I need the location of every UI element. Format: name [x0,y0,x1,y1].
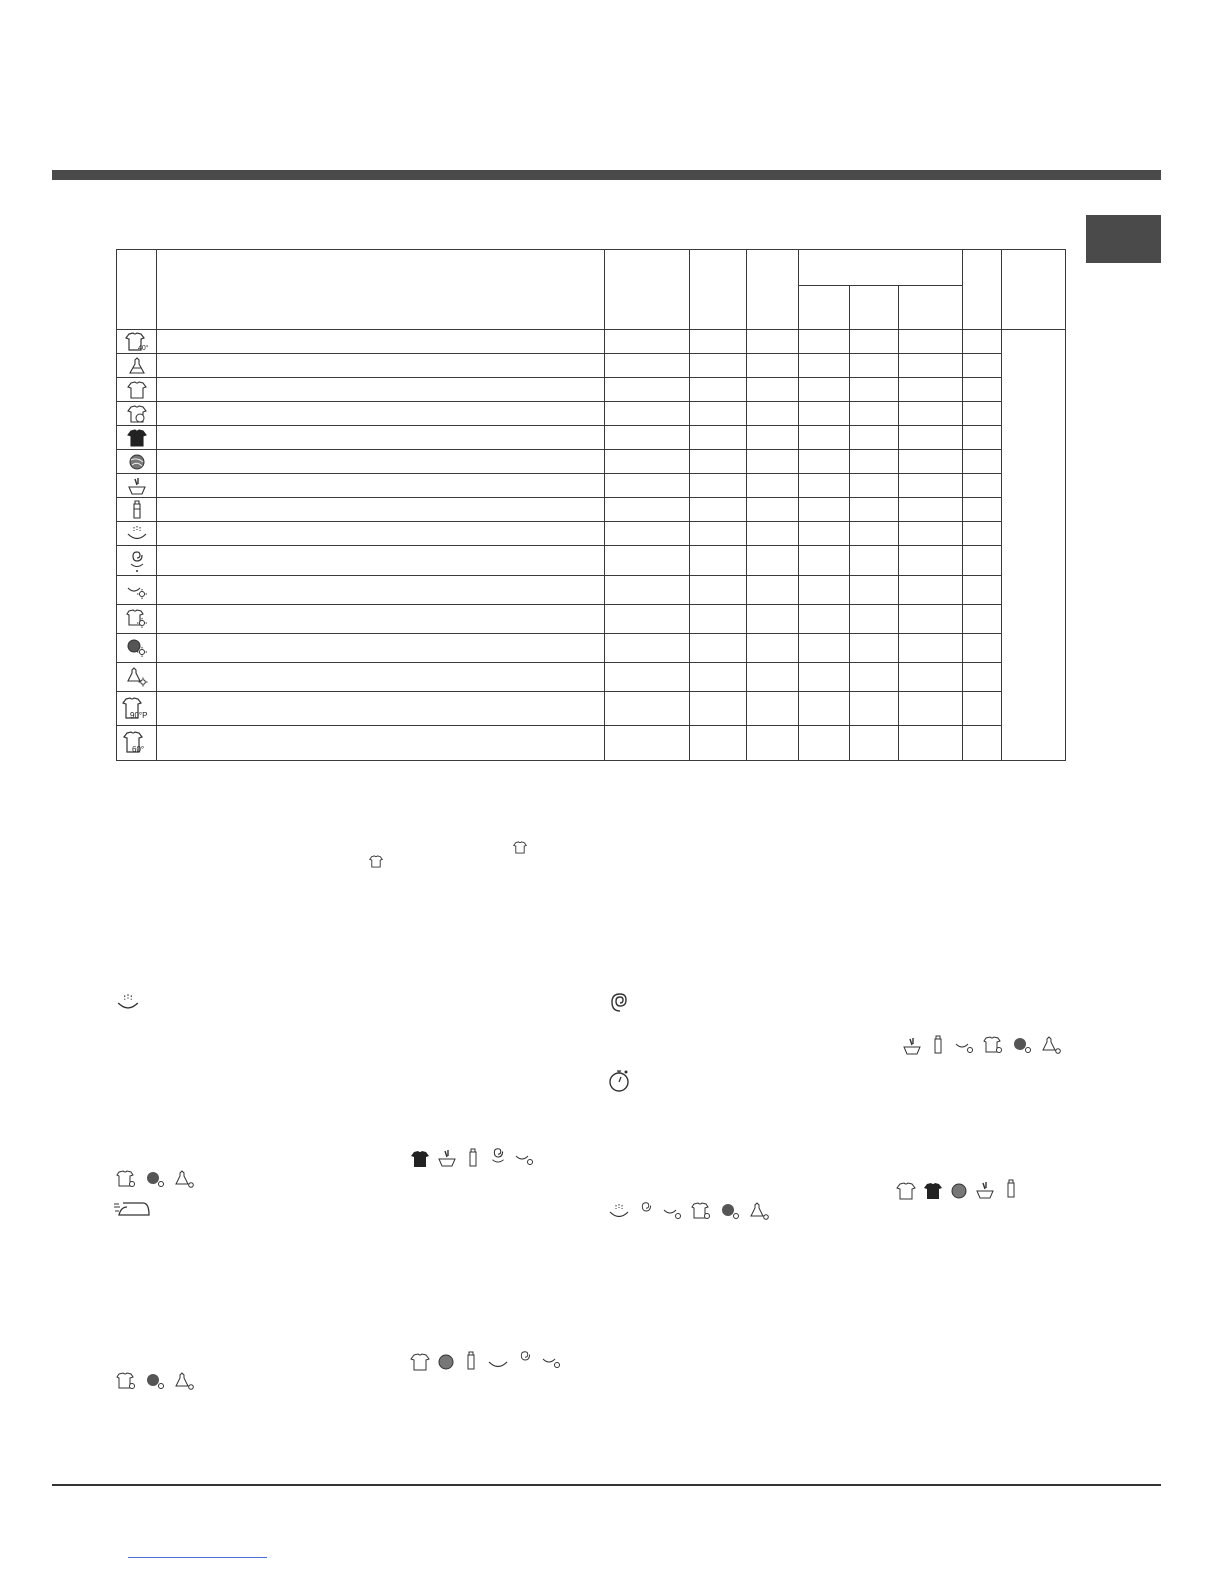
wool-sun-icon [145,1372,167,1392]
wool-sun-icon [145,1170,167,1190]
cotton-shirt-small-icon [369,855,383,868]
spin-spiral-icon [516,1349,534,1371]
quick-basin-sun-icon [126,580,148,600]
flask-sun-icon [174,1372,196,1392]
table-row [117,634,1066,663]
svg-text:90°P: 90°P [129,710,147,720]
wool-ball-icon [950,1182,968,1200]
table-row [117,474,1066,498]
compatible-programmes-icons-3 [410,1349,563,1371]
compatible-programmes-icons [410,1146,536,1168]
svg-text:40°: 40° [137,344,149,352]
cotton-shirt-icon [410,1353,430,1371]
easy-iron-icon [113,1199,151,1219]
shirt-sun-icon [116,1372,138,1392]
dark-shirt-icon [923,1182,943,1200]
compatible-programmes-icons-5 [902,1034,1063,1056]
spiral-spin-icon [608,991,632,1015]
language-tab [1086,215,1161,263]
wool-ball-icon [128,453,146,471]
table-row [117,605,1066,634]
quick-basin-sun-icon [541,1351,563,1371]
table-row [117,426,1066,450]
shirt-sun-icon [126,609,148,629]
flask-sun-icon [126,667,148,687]
shirt-sun-icon [691,1202,713,1222]
table-row [117,576,1066,605]
table-row [117,330,1066,354]
table-row [117,726,1066,761]
table-row [117,498,1066,522]
hand-wash-basin-icon [902,1036,922,1056]
table-row [117,402,1066,426]
cotton-shirt-icon [896,1182,916,1200]
compatible-programmes-icons-2 [116,1170,196,1190]
compatible-programmes-icons-7 [608,1200,771,1222]
baby-bottle-icon [929,1034,947,1056]
steam-basin-icon [126,525,148,543]
table-row [117,450,1066,474]
footer-link-underline[interactable] [128,1557,267,1558]
spin-spiral-icon [637,1200,655,1222]
steam-basin-icon [608,1202,630,1222]
table-row [117,354,1066,378]
spin-spiral-icon [489,1146,507,1168]
hand-wash-basin-icon [975,1180,995,1200]
wool-sun-icon [1012,1036,1034,1056]
quick-basin-sun-icon [662,1202,684,1222]
table-row [117,692,1066,726]
baby-bottle-icon [128,500,146,520]
hand-wash-basin-icon [437,1148,457,1168]
compatible-programmes-icons-6 [896,1178,1020,1200]
baby-bottle-icon [462,1351,480,1371]
flask-sun-icon [749,1202,771,1222]
cotton-shirt-small-icon [513,841,527,854]
dark-shirt-icon [127,429,147,447]
cotton-90-shirt-icon [122,697,152,721]
wool-sun-icon [720,1202,742,1222]
dark-shirt-icon [410,1150,430,1168]
table-row [117,663,1066,692]
baby-bottle-icon [1002,1178,1020,1200]
flask-sun-icon [1041,1036,1063,1056]
hand-wash-basin-icon [127,476,147,496]
footer-rule [52,1484,1161,1486]
steam-basin-icon [116,992,140,1014]
table-row [117,522,1066,546]
wool-ball-icon [437,1353,455,1371]
programme-table [116,249,1066,761]
svg-text:60°: 60° [131,745,144,754]
mixed-shirt-icon [127,405,147,423]
quick-basin-sun-icon [514,1148,536,1168]
baby-bottle-icon [464,1148,482,1168]
table-row [117,378,1066,402]
flask-sun-icon [174,1170,196,1190]
synthetic-flask-icon [128,357,146,375]
delay-timer-icon [607,1068,631,1094]
cotton-shirt-icon [127,381,147,399]
compatible-programmes-icons-4 [116,1372,196,1392]
shirt-sun-icon [983,1036,1005,1056]
cotton-40-shirt-icon [125,332,149,352]
shirt-sun-icon [116,1170,138,1190]
table-header-row [117,250,1066,286]
table-row [117,546,1066,576]
header-rule [52,170,1161,180]
steam-basin-icon [487,1353,509,1371]
cotton-60-shirt-icon [123,731,151,755]
spin-spiral-icon [128,549,146,573]
quick-basin-sun-icon [954,1036,976,1056]
wool-sun-icon [126,638,148,658]
